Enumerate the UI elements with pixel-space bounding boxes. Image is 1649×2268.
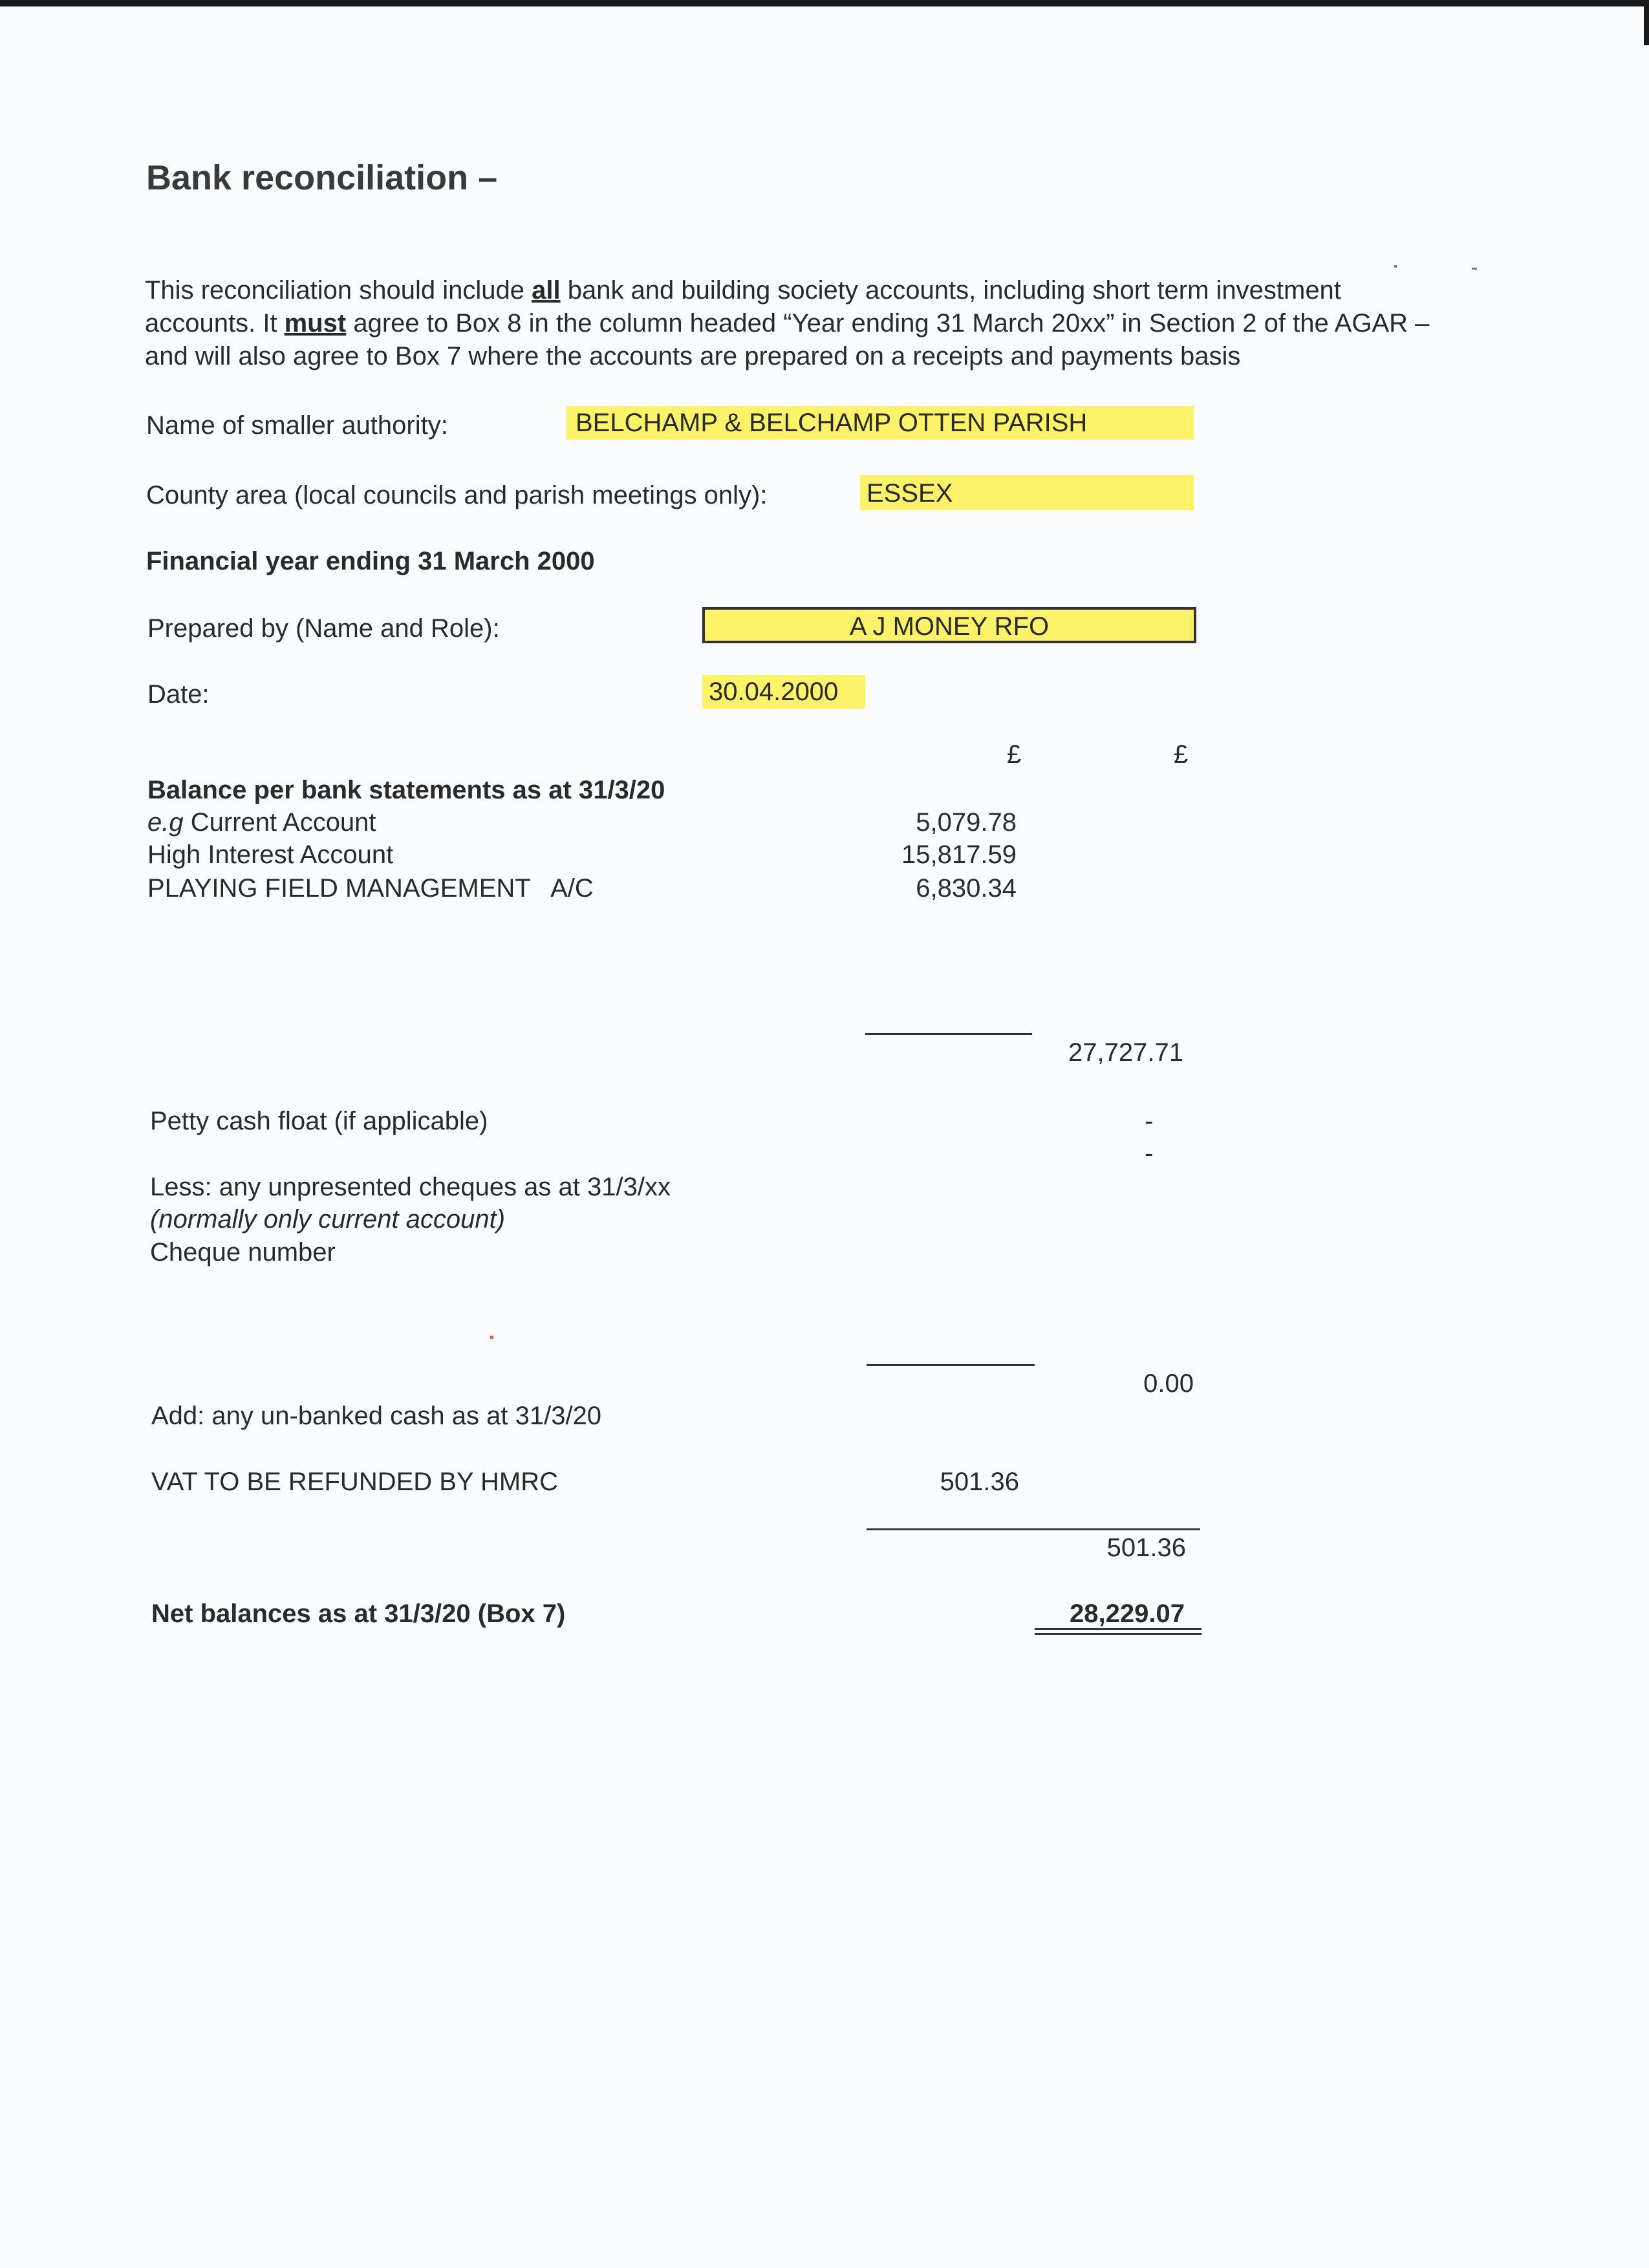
scan-edge-right	[1644, 0, 1649, 45]
account-row-playing-field: PLAYING FIELD MANAGEMENT A/C	[147, 874, 594, 903]
date-field[interactable]	[702, 675, 865, 709]
vat-amount: 501.36	[940, 1468, 1019, 1496]
account-row-current: e.g Current Account	[147, 808, 376, 837]
county-label: County area (local councils and parish meetings only):	[146, 481, 768, 509]
unpresented-total: 0.00	[1143, 1369, 1194, 1398]
account-amount-current: 5,079.78	[916, 808, 1017, 837]
emphasis-all: all	[532, 276, 561, 305]
subtotal-rule-accounts	[865, 1033, 1032, 1035]
account-row-high-interest: High Interest Account	[147, 840, 394, 869]
account-amount-playing-field: 6,830.34	[916, 874, 1017, 903]
scan-speck	[1472, 268, 1477, 270]
scan-speck	[1394, 265, 1397, 268]
unbanked-label: Add: any un-banked cash as at 31/3/20	[151, 1402, 602, 1430]
double-rule-bottom	[1035, 1633, 1202, 1635]
currency-col2: £	[1174, 740, 1189, 769]
unpresented-note: (normally only current account)	[150, 1205, 506, 1234]
net-balances-amount: 28,229.07	[1070, 1599, 1185, 1628]
balance-heading: Balance per bank statements as at 31/3/20	[147, 776, 665, 804]
authority-value: BELCHAMP & BELCHAMP OTTEN PARISH	[576, 409, 1088, 437]
prepared-by-label: Prepared by (Name and Role):	[147, 614, 500, 643]
prepared-by-field[interactable]	[702, 607, 1196, 643]
page-title: Bank reconciliation –	[146, 158, 498, 197]
petty-cash-label: Petty cash float (if applicable)	[150, 1107, 488, 1135]
authority-label: Name of smaller authority:	[146, 411, 448, 440]
accounts-total: 27,727.71	[1068, 1038, 1183, 1067]
double-rule-top	[1035, 1628, 1202, 1630]
county-value: ESSEX	[867, 479, 953, 508]
county-field[interactable]	[860, 475, 1194, 510]
vat-label: VAT TO BE REFUNDED BY HMRC	[151, 1468, 559, 1496]
net-balances-label: Net balances as at 31/3/20 (Box 7)	[151, 1599, 566, 1628]
date-value: 30.04.2000	[709, 678, 839, 706]
prepared-by-value: A J MONEY RFO	[849, 612, 1050, 641]
unpresented-label: Less: any unpresented cheques as at 31/3/xx	[150, 1173, 671, 1201]
scan-edge-top	[0, 0, 1649, 6]
account-amount-high-interest: 15,817.59	[901, 840, 1017, 869]
currency-col1: £	[1007, 740, 1022, 769]
scan-speck	[490, 1336, 493, 1339]
cheque-number-label: Cheque number	[150, 1238, 336, 1267]
petty-cash-dash-2: -	[1145, 1139, 1154, 1168]
petty-cash-dash: -	[1145, 1107, 1154, 1135]
authority-field[interactable]	[566, 406, 1194, 440]
date-label: Date:	[147, 680, 210, 709]
vat-total: 501.36	[1106, 1534, 1186, 1562]
financial-year: Financial year ending 31 March 2000	[146, 547, 595, 575]
emphasis-must: must	[284, 309, 347, 337]
subtotal-rule-vat	[867, 1528, 1200, 1530]
intro-paragraph: This reconciliation should include all bank and building society accounts, including short term investment accounts. It must agree to Box 8 in the column headed “Year ending 31 March 20xx” in Section 2 of the AGAR – and will also agree to Box 7 where the accounts are prepared on a receipts and payments basis	[145, 276, 1430, 370]
subtotal-rule-cheques	[867, 1364, 1035, 1366]
